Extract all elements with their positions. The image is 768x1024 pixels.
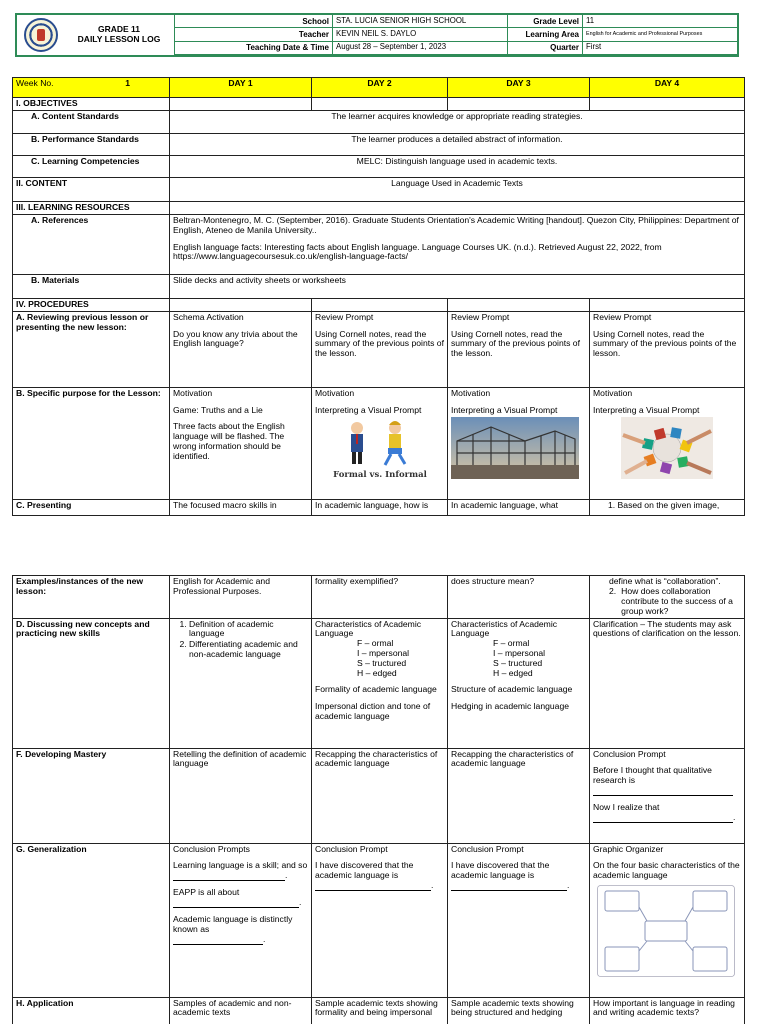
generalization-day-3-title: Conclusion Prompt <box>451 843 524 854</box>
reviewing-day-3-body: Using Cornell notes, read the summary of the previous points of the lesson. <box>451 328 580 359</box>
date-time-value: August 28 – September 1, 2023 <box>332 42 507 55</box>
blank-line <box>173 899 299 908</box>
week-cell <box>13 78 170 98</box>
purpose-day-1-sub: Game: Truths and a Lie <box>173 404 263 415</box>
generalization-day-1-title: Conclusion Prompts <box>173 843 250 854</box>
generalization-day-1-line-3: Academic language is distinctly known as <box>173 913 293 934</box>
grade-level-label: Grade Level <box>507 15 582 28</box>
generalization-day-2: Conclusion Prompt I have discovered that the academic language is . <box>312 843 448 997</box>
purpose-day-1-title: Motivation <box>173 387 213 398</box>
mastery-label: F. Developing Mastery <box>13 748 170 843</box>
reviewing-day-3 <box>448 311 590 387</box>
purpose-day-4 <box>590 387 745 499</box>
purpose-day-3-sub: Interpreting a Visual Prompt <box>451 404 558 415</box>
lesson-log-page-2 <box>0 560 768 1024</box>
discussing-day-1-item-1: 1. Definition of academic language <box>189 620 308 640</box>
generalization-label: G. Generalization <box>13 843 170 997</box>
materials-label: B. Materials <box>13 274 170 298</box>
reference-2: English language facts: Interesting facts about English language. Language Courses UK. (n.d.). Retrieved August 22, 2022, from https://www.languagecoursesuk.co.uk/english-language-facts/ <box>173 241 662 262</box>
day-4-header: DAY 4 <box>590 78 745 98</box>
generalization-day-1-line-1: Learning language is a skill; and so <box>173 860 308 871</box>
teacher-value: KEVIN NEIL S. DAYLO <box>332 28 507 41</box>
materials-text: Slide decks and activity sheets or worksheets <box>170 274 745 298</box>
generalization-day-3: Conclusion Prompt I have discovered that the academic language is . <box>448 843 590 997</box>
generalization-day-3-body: I have discovered that the academic language is <box>451 860 550 881</box>
purpose-day-1 <box>170 387 312 499</box>
content-standards-label: A. Content Standards <box>13 110 170 133</box>
reviewing-day-4-body: Using Cornell notes, read the summary of the previous points of the lesson. <box>593 328 737 359</box>
blank-line <box>173 936 263 945</box>
mastery-day-3: Recapping the characteristics of academic language <box>448 748 590 843</box>
purpose-day-2 <box>312 387 448 499</box>
graphic-organizer-diagram <box>597 885 735 977</box>
content-standards-text: The learner acquires knowledge or appropriate reading strategies. <box>170 110 745 133</box>
purpose-day-2-title: Motivation <box>315 387 355 398</box>
performance-standards-label: B. Performance Standards <box>13 133 170 155</box>
purpose-label: B. Specific purpose for the Lesson: <box>13 387 170 499</box>
mastery-day-1: Retelling the definition of academic language <box>170 748 312 843</box>
discussing-day-3-structure: Structure of academic language <box>451 683 573 694</box>
building-structure-image <box>451 417 579 479</box>
mastery-day-4: Conclusion Prompt Before I thought that qualitative research is Now I realize that . <box>590 748 745 843</box>
examples-day-4-line-1: define what is “collaboration”. <box>609 576 721 586</box>
log-title: DAILY LESSON LOG <box>77 34 161 44</box>
application-day-1: Samples of academic and non-academic texts <box>170 997 312 1024</box>
mastery-day-4-line-2: Now I realize that <box>593 802 660 812</box>
day-1-header: DAY 1 <box>170 78 312 98</box>
day-3-header: DAY 3 <box>448 78 590 98</box>
examples-day-4-line-2: How does collaboration contribute to the success of a group work? <box>621 585 733 616</box>
reviewing-day-4-title: Review Prompt <box>593 311 652 322</box>
discussing-day-4: Clarification – The students may ask questions of clarification on the lesson. <box>590 618 745 748</box>
reviewing-day-1 <box>170 311 312 387</box>
header-title <box>65 15 173 55</box>
learning-area-label: Learning Area <box>507 28 582 41</box>
discussing-day-2-title: Characteristics of Academic Language <box>315 618 422 639</box>
performance-standards-text: The learner produces a detailed abstract of information. <box>170 133 745 155</box>
presenting-day-1: The focused macro skills in <box>170 499 312 515</box>
generalization-day-4 <box>590 843 745 997</box>
teacher-label: Teacher <box>174 28 332 41</box>
generalization-day-2-title: Conclusion Prompt <box>315 843 388 854</box>
date-time-label: Teaching Date & Time <box>174 42 332 55</box>
quarter-value: First <box>582 42 737 55</box>
fishh-structured: S – tructured <box>493 658 543 668</box>
purpose-day-1-body: Three facts about the English language will be flashed. The wrong information should be identified. <box>173 421 285 461</box>
week-number: 1 <box>125 78 130 88</box>
competencies-text: MELC: Distinguish language used in academic texts. <box>170 155 745 177</box>
formal-vs-informal-caption: Formal vs. Informal <box>333 470 427 480</box>
fishh-structured: S – tructured <box>357 658 407 668</box>
resources-label: III. LEARNING RESOURCES <box>13 201 170 214</box>
header-info-grid <box>174 15 737 55</box>
presenting-day-3: In academic language, what <box>448 499 590 515</box>
content-text: Language Used in Academic Texts <box>170 177 745 201</box>
fishh-hedged: H – edged <box>493 667 533 678</box>
objectives-heading: I. OBJECTIVES <box>13 98 170 111</box>
reviewing-day-2-body: Using Cornell notes, read the summary of the previous points of the lesson. <box>315 328 444 359</box>
blank-line <box>315 882 431 891</box>
fishh-hedged: H – edged <box>357 667 397 678</box>
discussing-day-3-title: Characteristics of Academic Language <box>451 618 558 639</box>
blank-line <box>593 814 733 823</box>
generalization-day-1-line-2: EAPP is all about <box>173 887 240 898</box>
procedures-label: IV. PROCEDURES <box>13 298 170 311</box>
reference-1: Beltran-Montenegro, M. C. (September, 2016). Graduate Students Orientation's Academic Writing [handout]. Quezon City, Philippines: Department of English, Ateneo de Manila University.. <box>173 214 739 235</box>
examples-day-1: English for Academic and Professional Purposes. <box>170 576 312 619</box>
day-2-header: DAY 2 <box>312 78 448 98</box>
discussing-day-3-hedging: Hedging in academic language <box>451 700 570 711</box>
fishh-impersonal: I – mpersonal <box>493 648 546 659</box>
examples-day-4-item-2: 2. How does collaboration contribute to the success of a group work? <box>593 587 741 617</box>
generalization-day-1: Conclusion Prompts Learning language is a skill; and so . EAPP is all about . Academic language is distinctly known as . <box>170 843 312 997</box>
discussing-day-1-item-2: 2. Differentiating academic and non-academic language <box>189 640 308 660</box>
reviewing-day-1-body: Do you know any trivia about the English language? <box>173 328 298 349</box>
application-label: H. Application <box>13 997 170 1024</box>
puzzle-collaboration-image <box>621 417 713 479</box>
presenting-day-2: In academic language, how is <box>312 499 448 515</box>
application-day-3: Sample academic texts showing being structured and hedging <box>448 997 590 1024</box>
fishh-list-day-2 <box>315 639 444 679</box>
mastery-day-4-title: Conclusion Prompt <box>593 748 666 759</box>
purpose-day-3-title: Motivation <box>451 387 491 398</box>
presenting-label: C. Presenting <box>13 499 170 515</box>
presenting-day-4: 1. Based on the given image, <box>590 499 745 515</box>
content-label: II. CONTENT <box>13 177 170 201</box>
generalization-day-4-body: On the four basic characteristics of the academic language <box>593 860 740 881</box>
purpose-day-2-sub: Interpreting a Visual Prompt <box>315 404 422 415</box>
discussing-day-3 <box>448 618 590 748</box>
school-value: STA. LUCIA SENIOR HIGH SCHOOL <box>332 15 507 28</box>
examples-day-2: formality exemplified? <box>312 576 448 619</box>
discussing-day-2-impersonal: Impersonal diction and tone of academic language <box>315 700 431 721</box>
discussing-day-2 <box>312 618 448 748</box>
school-label: School <box>174 15 332 28</box>
generalization-day-4-title: Graphic Organizer <box>593 843 664 854</box>
blank-line <box>451 882 567 891</box>
lesson-log-table <box>12 77 745 516</box>
school-header <box>15 13 739 57</box>
reviewing-day-1-title: Schema Activation <box>173 311 244 322</box>
learning-area-value: English for Academic and Professional Purposes <box>582 28 737 41</box>
reviewing-day-2-title: Review Prompt <box>315 311 374 322</box>
grade-title: GRADE 11 <box>97 24 141 35</box>
fishh-formal: F – ormal <box>493 638 530 649</box>
purpose-day-4-sub: Interpreting a Visual Prompt <box>593 404 700 415</box>
examples-label: Examples/instances of the new lesson: <box>13 576 170 619</box>
blank-line <box>593 787 733 796</box>
deped-seal-logo <box>17 15 65 55</box>
discussing-day-1 <box>170 618 312 748</box>
discussing-day-2-formality: Formality of academic language <box>315 683 437 694</box>
discussing-label: D. Discussing new concepts and practicing new skills <box>13 618 170 748</box>
examples-day-4 <box>590 576 745 619</box>
application-day-2: Sample academic texts showing formality and being impersonal <box>312 997 448 1024</box>
purpose-day-3 <box>448 387 590 499</box>
references-label: A. References <box>13 214 170 274</box>
reviewing-day-4 <box>590 311 745 387</box>
week-label: Week No. <box>16 78 54 88</box>
fishh-impersonal: I – mpersonal <box>357 648 410 659</box>
grade-level-value: 11 <box>582 15 737 28</box>
week-row <box>13 78 745 98</box>
mastery-day-2: Recapping the characteristics of academic language <box>312 748 448 843</box>
fishh-formal: F – ormal <box>357 638 394 649</box>
blank-line <box>173 872 285 881</box>
purpose-day-4-title: Motivation <box>593 387 633 398</box>
references-cell <box>170 214 745 274</box>
quarter-label: Quarter <box>507 42 582 55</box>
examples-day-3: does structure mean? <box>448 576 590 619</box>
formal-vs-informal-image <box>325 417 435 479</box>
reviewing-label: A. Reviewing previous lesson or presenting the new lesson: <box>13 311 170 387</box>
generalization-day-2-body: I have discovered that the academic language is <box>315 860 414 881</box>
lesson-log-table-continued <box>12 575 745 1024</box>
reviewing-day-3-title: Review Prompt <box>451 311 510 322</box>
competencies-label: C. Learning Competencies <box>13 155 170 177</box>
fishh-list-day-3 <box>451 639 586 679</box>
mastery-day-4-line-1: Before I thought that qualitative research is <box>593 765 712 786</box>
application-day-4: How important is language in reading and writing academic texts? <box>590 997 745 1024</box>
reviewing-day-2 <box>312 311 448 387</box>
